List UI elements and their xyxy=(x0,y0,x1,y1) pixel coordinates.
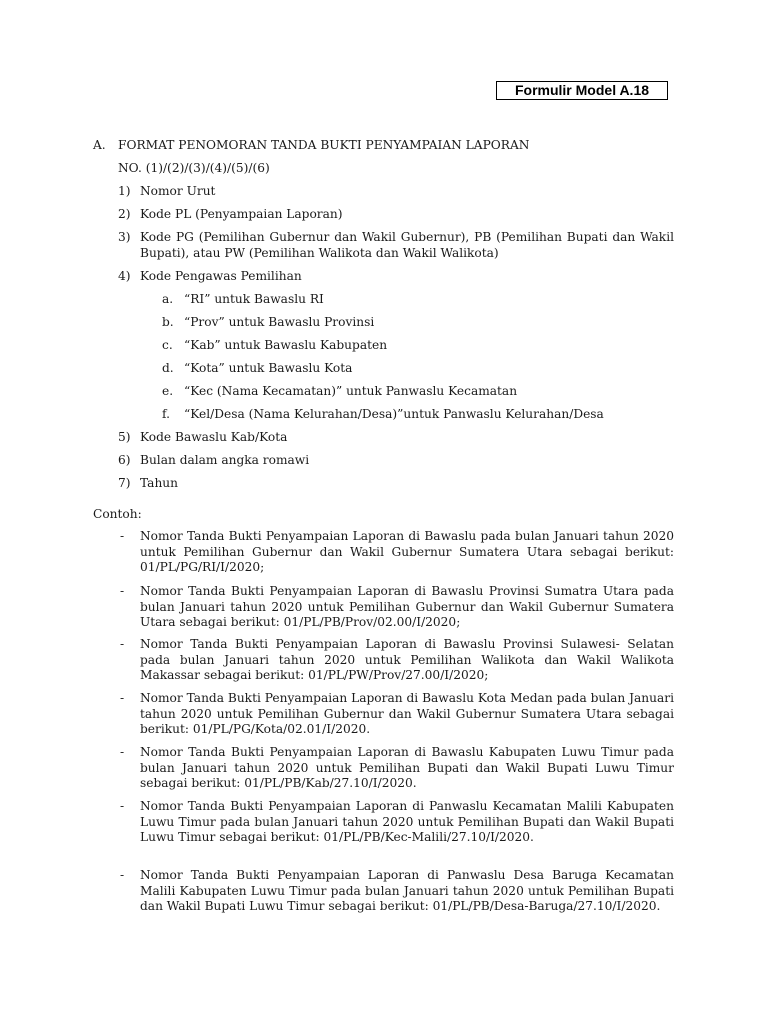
sub-item-text: “Kota” untuk Bawaslu Kota xyxy=(184,361,353,375)
item-number: 3) xyxy=(118,230,131,244)
example-bullet: - xyxy=(120,868,125,882)
example-bullet: - xyxy=(120,745,125,759)
sub-item-letter: f. xyxy=(162,407,170,421)
example-bullet: - xyxy=(120,529,125,543)
item-text: Kode PG (Pemilihan Gubernur dan Wakil Gubernur), PB (Pemilihan Bupati dan Wakil Bupati), atau PW (Pemilihan Walikota dan Wakil Walikota) xyxy=(140,230,674,260)
item-number: 5) xyxy=(118,430,131,444)
item-number: 2) xyxy=(118,207,131,221)
example-bullet: - xyxy=(120,691,125,705)
examples-heading: Contoh: xyxy=(93,507,142,521)
example-text: Nomor Tanda Bukti Penyampaian Laporan di Panwaslu Kecamatan Malili Kabupaten Luwu Timur pada bulan Januari tahun 2020 untuk Pemilihan Bupati dan Wakil Bupati Luwu Timur sebagai berikut: 01/PL/PB/Kec-Malili/27.10/I/2020. xyxy=(140,799,674,844)
example-bullet: - xyxy=(120,584,125,598)
sub-item-text: “Kel/Desa (Nama Kelurahan/Desa)”untuk Panwaslu Kelurahan/Desa xyxy=(184,407,604,421)
sub-item-text: “RI” untuk Bawaslu RI xyxy=(184,292,324,306)
section-letter: A. xyxy=(93,138,106,152)
item-number: 1) xyxy=(118,184,131,198)
form-model-label: Formulir Model A.18 xyxy=(496,81,668,100)
sub-item-text: “Kec (Nama Kecamatan)” untuk Panwaslu Kecamatan xyxy=(184,384,518,398)
sub-item-letter: c. xyxy=(162,338,173,352)
sub-item-letter: e. xyxy=(162,384,174,398)
example-text: Nomor Tanda Bukti Penyampaian Laporan di Bawaslu Provinsi Sulawesi- Selatan pada bulan Januari tahun 2020 untuk Pemilihan Walikota dan Wakil Walikota Makassar sebagai berikut: 01/PL/PW/Prov/27.00/I/2020; xyxy=(140,637,674,682)
sub-item-letter: b. xyxy=(162,315,174,329)
example-bullet: - xyxy=(120,799,125,813)
item-number: 7) xyxy=(118,476,131,490)
sub-item-letter: d. xyxy=(162,361,174,375)
example-bullet: - xyxy=(120,637,125,651)
sub-item-text: “Kab” untuk Bawaslu Kabupaten xyxy=(184,338,388,352)
example-text: Nomor Tanda Bukti Penyampaian Laporan di Panwaslu Desa Baruga Kecamatan Malili Kabupaten Luwu Timur pada bulan Januari tahun 2020 untuk Pemilihan Bupati dan Wakil Bupati Luwu Timur sebagai berikut: 01/PL/PB/Desa-Baruga/27.10/I/2020. xyxy=(140,868,674,913)
item-text: Tahun xyxy=(140,476,178,490)
example-text: Nomor Tanda Bukti Penyampaian Laporan di Bawaslu Kota Medan pada bulan Januari tahun 2020 untuk Pemilihan Gubernur dan Wakil Gubernur Sumatera Utara sebagai berikut: 01/PL/PG/Kota/02.01/I/2020. xyxy=(140,691,674,736)
sub-item-text: “Prov” untuk Bawaslu Provinsi xyxy=(184,315,375,329)
item-number: 6) xyxy=(118,453,131,467)
example-text: Nomor Tanda Bukti Penyampaian Laporan di Bawaslu pada bulan Januari tahun 2020 untuk Pemilihan Gubernur dan Wakil Gubernur Sumatera Utara sebagai berikut: 01/PL/PG/RI/I/2020; xyxy=(140,529,674,574)
sub-item-letter: a. xyxy=(162,292,174,306)
section-title: FORMAT PENOMORAN TANDA BUKTI PENYAMPAIAN LAPORAN xyxy=(118,138,530,152)
item-text: Nomor Urut xyxy=(140,184,216,198)
item-text: Kode PL (Penyampaian Laporan) xyxy=(140,207,343,221)
example-text: Nomor Tanda Bukti Penyampaian Laporan di Bawaslu Kabupaten Luwu Timur pada bulan Januari tahun 2020 untuk Pemilihan Bupati dan Wakil Bupati Luwu Timur sebagai berikut: 01/PL/PB/Kab/27.10/I/2020. xyxy=(140,745,674,790)
item-number: 4) xyxy=(118,269,131,283)
item-text: Bulan dalam angka romawi xyxy=(140,453,310,467)
example-text: Nomor Tanda Bukti Penyampaian Laporan di Bawaslu Provinsi Sumatra Utara pada bulan Januari tahun 2020 untuk Pemilihan Gubernur dan Wakil Gubernur Sumatera Utara sebagai berikut: 01/PL/PB/Prov/02.00/I/2020; xyxy=(140,584,674,629)
number-format: NO. (1)/(2)/(3)/(4)/(5)/(6) xyxy=(118,161,270,175)
item-text: Kode Bawaslu Kab/Kota xyxy=(140,430,288,444)
item-text: Kode Pengawas Pemilihan xyxy=(140,269,302,283)
